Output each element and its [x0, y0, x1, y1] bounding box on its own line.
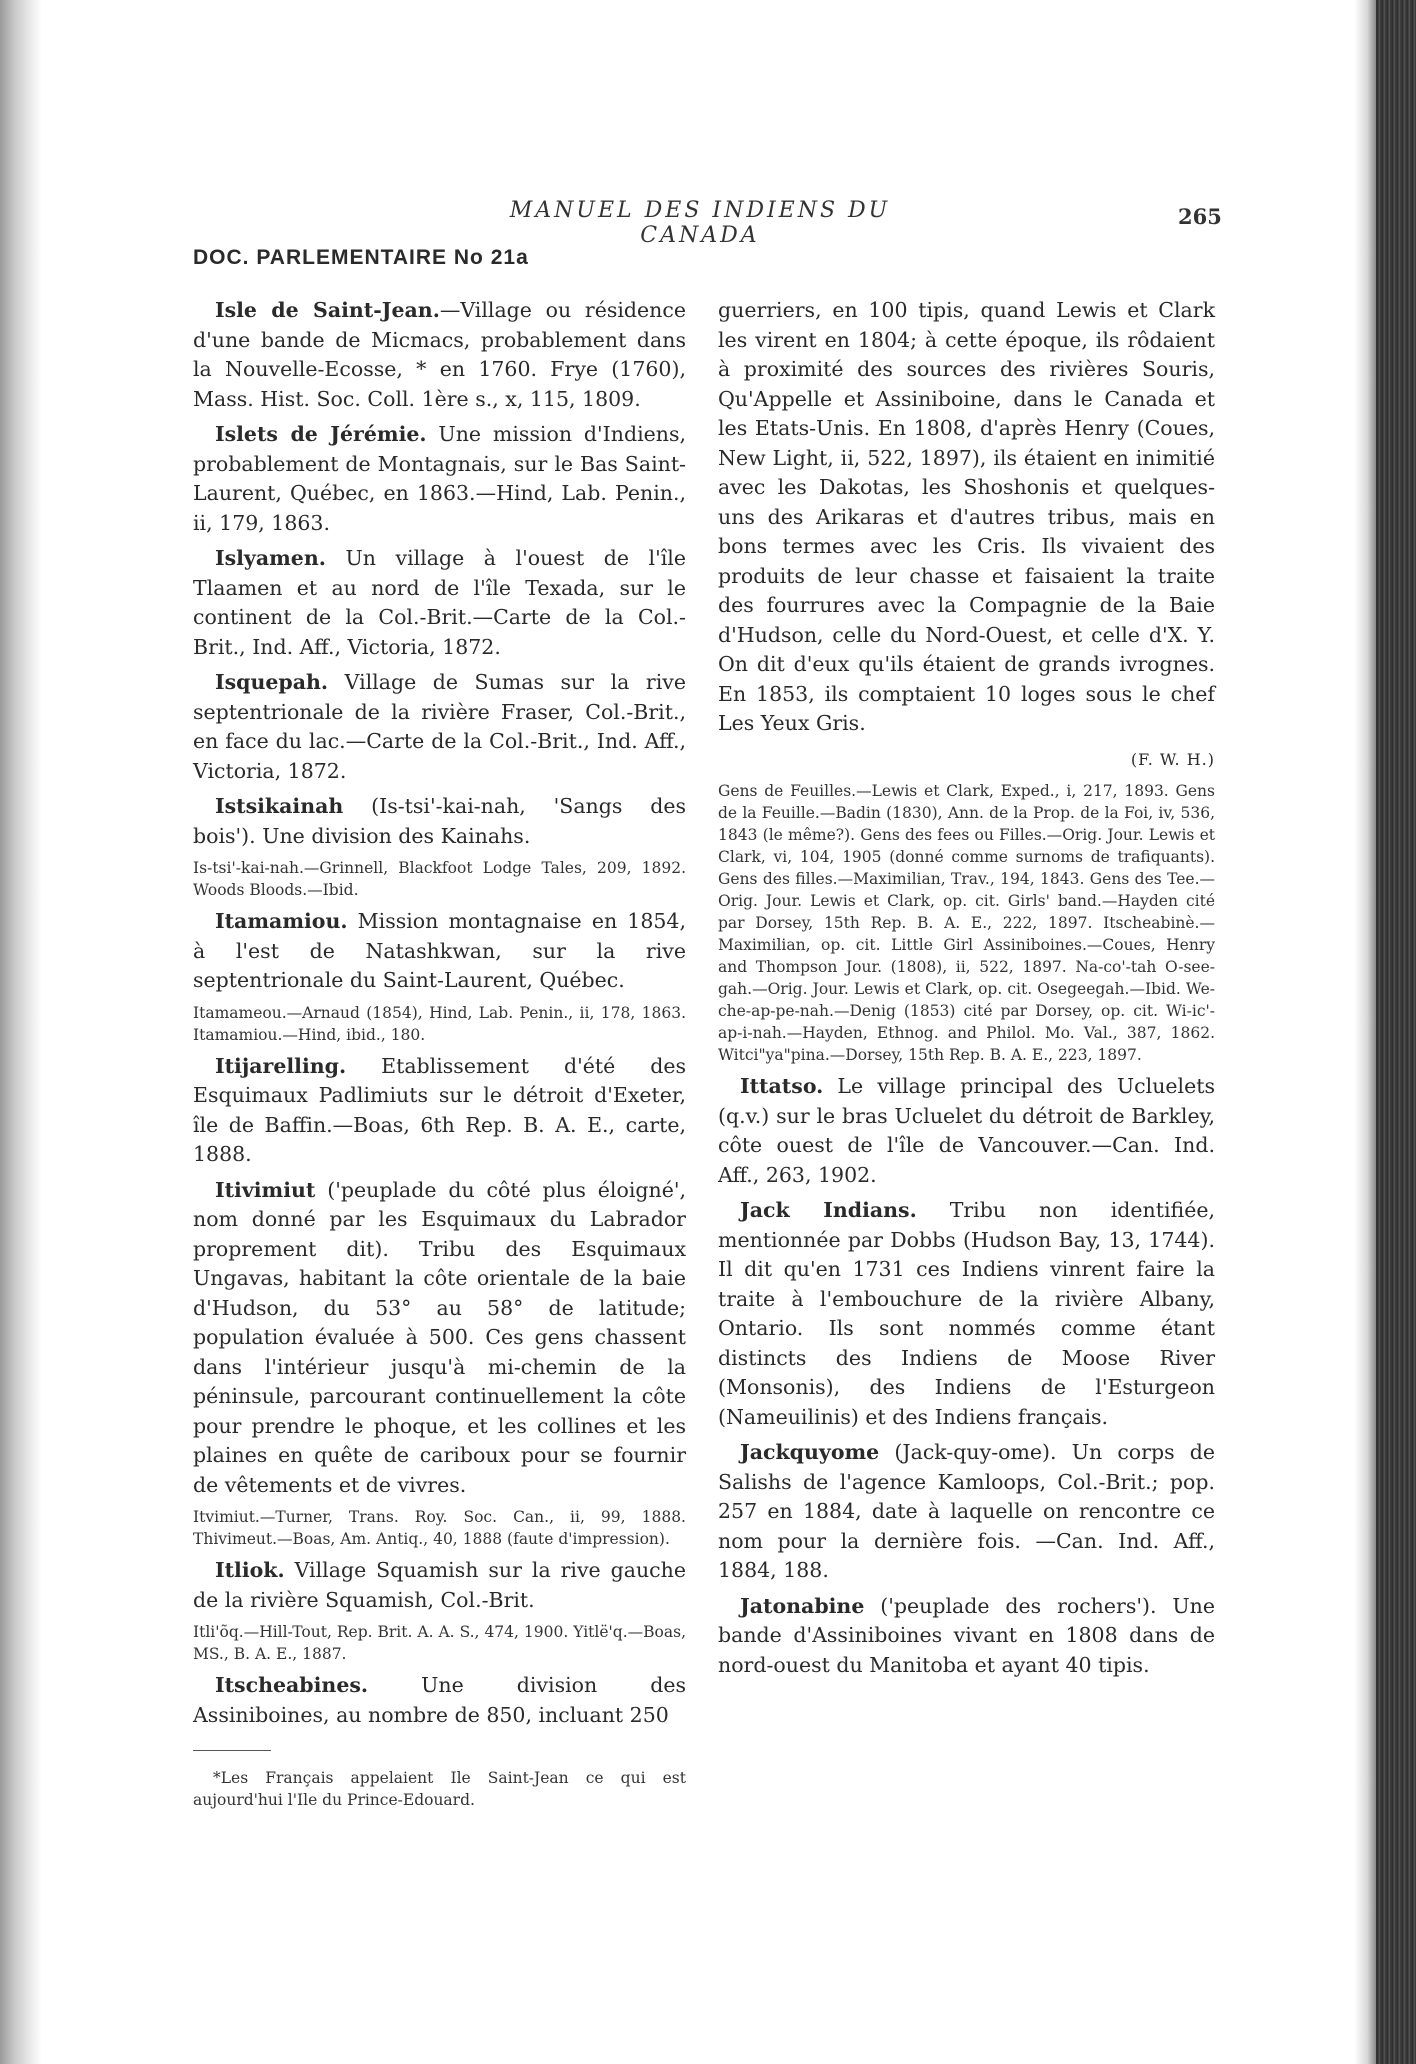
entry-text: Le village principal des Ucluelets (q.v.) sur le bras Ucluelet du détroit de Barkley, côte ouest de l'île de Vancouver.—Can. Ind. Aff., 263, 1902.	[718, 1074, 1215, 1187]
entry-headword: Itijarelling.	[215, 1053, 347, 1078]
entry-headword: Ittatso.	[740, 1074, 824, 1098]
entry-headword: Isquepah.	[215, 670, 329, 694]
entry-text: Village de Sumas sur la rive septentrionale de la rivière Fraser, Col.-Brit., en face du lac.—Carte de la Col.-Brit., Ind. Aff., Victoria, 1872.	[193, 670, 686, 783]
entry-text: Tribu non identifiée, mentionnée par Dobbs (Hudson Bay, 13, 1744). Il dit qu'en 1731 ces Indiens vinrent faire la traite à l'embouchure de la rivière Albany, Ontario. Ils sont nommés comme étant distincts des Indiens de Moose River (Monsonis), des Indiens de l'Esturgeon (Nameuilinis) et des Indiens français.	[718, 1198, 1215, 1429]
entry-synonyms: Itli'õq.—Hill-Tout, Rep. Brit. A. A. S., 474, 1900. Yitlë'q.—Boas, MS., B. A. E., 1887.	[193, 1623, 686, 1663]
entry-itijarelling	[193, 1052, 686, 1170]
entry-headword: Jack Indians.	[740, 1198, 917, 1222]
entry-islets-de-jeremie	[193, 420, 686, 538]
running-header: MANUEL DES INDIENS DU CANADA	[509, 198, 891, 248]
entry-text: Village Squamish sur la rive gauche de la rivière Squamish, Col.-Brit.	[193, 1558, 686, 1612]
entry-synonyms: Itamameou.—Arnaud (1854), Hind, Lab. Penin., ii, 178, 1863. Itamamiou.—Hind, ibid., 180.	[193, 1003, 686, 1044]
entry-headword: Istsikainah	[215, 794, 344, 818]
entry-text: ('peuplade du côté plus éloigné', nom donné par les Esquimaux du Labrador proprement dit). Tribu des Esquimaux Ungavas, habitant la côte orientale de la baie d'Hudson, du 53° au 58° de latitude; population évaluée à 500. Ces gens chassent dans l'intérieur jusqu'à mi-chemin de la péninsule, parcourant continuellement la côte pour prendre le phoque, et les collines et les plaines en quête de cariboux pour se fournir de vêtements et de vivres.	[193, 1177, 686, 1497]
entry-isle-de-saint-jean	[193, 296, 686, 414]
entry-jatonabine	[718, 1592, 1215, 1681]
entry-text: Une mission d'Indiens, probablement de Montagnais, sur le Bas Saint-Laurent, Québec, en 1863.—Hind, Lab. Penin., ii, 179, 1863.	[193, 422, 686, 535]
entry-synonyms: Gens de Feuilles.—Lewis et Clark, Exped., i, 217, 1893. Gens de la Feuille.—Badin (1830), Ann. de la Prop. de la Foi, iv, 536, 1843 (le même?). Gens des fees ou Filles.—Orig. Jour. Lewis et Clark, vi, 104, 1905 (donné comme surnoms de trafiquants). Gens des filles.—Maximilian, Trav., 194, 1843. Gens des Tee.—Orig. Jour. Lewis et Clark, op. cit. Girls' band.—Hayden cité par Dorsey, 15th Rep. B. A. E., 222, 1897. Itscheabinè.—Maximilian, op. cit. Little Girl Assiniboines.—Coues, Henry and Thompson Jour. (1808), ii, 522, 1897. Na-co'-tah O-see-gah.—Orig. Jour. Lewis et Clark, op. cit. Osegeegah.—Ibid. We-che-ap-pe-nah.—Denig (1853) cité par Dorsey, op. cit. Wi-ic'-ap-i-nah.—Hayden, Ethnog. and Philol. Mo. Val., 387, 1862. Witci"ya"pina.—Dorsey, 15th Rep. B. A. E., 223, 1897.	[718, 782, 1215, 1064]
entry-text: (Jack-quy-ome). Un corps de Salishs de l'agence Kamloops, Col.-Brit.; pop. 257 en 1884, date à laquelle on rencontre ce nom pour la dernière fois. —Can. Ind. Aff., 1884, 188.	[718, 1440, 1215, 1582]
entry-text: Mission montagnaise en 1854, à l'est de Natashkwan, sur la rive septentrionale du Saint-Laurent, Québec.	[193, 909, 686, 992]
entry-headword: Itamamiou.	[215, 909, 348, 933]
entry-itivimiut	[193, 1176, 686, 1501]
entry-headword: Itliok.	[215, 1558, 285, 1582]
page-number: 265	[1178, 204, 1222, 229]
page-edge-stack	[1376, 0, 1416, 2064]
entry-headword: Jackquyome	[740, 1440, 880, 1464]
left-column	[193, 296, 686, 1826]
entry-continuation: guerriers, en 100 tipis, quand Lewis et Clark les virent en 1804; à cette époque, ils rôdaient à proximité des sources des rivières Souris, Qu'Appelle et Assiniboine, dans le Canada et les Etats-Unis. En 1808, d'après Henry (Coues, New Light, ii, 522, 1897), ils étaient en inimitié avec les Dakotas, les Shoshonis et quelques-uns des Arikaras et d'autres tribus, mais en bons termes avec les Cris. Ils vivaient des produits de leur chasse et faisaient la traite des fourrures avec la Compagnie de la Baie d'Hudson, celle du Nord-Ouest, et celle d'X. Y. On dit d'eux qu'ils étaient de grands ivrognes. En 1853, ils comptaient 10 loges sous le chef Les Yeux Gris.	[718, 298, 1215, 735]
entry-isquepah	[193, 668, 686, 786]
entry-headword: Islets de Jérémie.	[215, 422, 427, 446]
entry-itscheabines	[193, 1671, 686, 1730]
entry-headword: Itscheabines.	[215, 1673, 369, 1697]
entry-istsikainah	[193, 792, 686, 851]
entry-text: Un village à l'ouest de l'île Tlaamen et au nord de l'île Texada, sur le continent de la Col.-Brit.—Carte de la Col.-Brit., Ind. Aff., Victoria, 1872.	[193, 546, 686, 659]
entry-headword: Islyamen.	[215, 546, 326, 570]
entry-islyamen	[193, 544, 686, 662]
entry-jackquyome	[718, 1438, 1215, 1586]
entry-text: Etablissement d'été des Esquimaux Padlimiuts sur le détroit d'Exeter, île de Baffin.—Boas, 6th Rep. B. A. E., carte, 1888.	[193, 1053, 686, 1166]
book-gutter-shadow	[0, 0, 42, 2064]
entry-headword: Itivimiut	[215, 1177, 316, 1202]
entry-jack-indians	[718, 1196, 1215, 1432]
footnote: *Les Français appelaient Ile Saint-Jean ce qui est aujourd'hui l'Ile du Prince-Edouard.	[193, 1768, 686, 1809]
page-edge-shade	[1354, 0, 1376, 2064]
entry-headword: Isle de Saint-Jean.	[215, 298, 440, 322]
entry-headword: Jatonabine	[740, 1593, 865, 1618]
entry-itamamiou	[193, 907, 686, 996]
document-label: DOC. PARLEMENTAIRE No 21a	[193, 246, 529, 269]
entry-text: —Village ou résidence d'une bande de Micmacs, probablement dans la Nouvelle-Ecosse, * en 1760. Frye (1760), Mass. Hist. Soc. Coll. 1ère s., x, 115, 1809.	[193, 298, 686, 411]
entry-attribution: (F. W. H.)	[1130, 749, 1215, 769]
right-column	[718, 296, 1215, 1686]
entry-ittatso	[718, 1072, 1215, 1190]
entry-text: ('peuplade des rochers'). Une bande d'Assiniboines vivant en 1808 dans de nord-ouest du Manitoba et ayant 40 tipis.	[718, 1593, 1215, 1677]
entry-itliok	[193, 1556, 686, 1615]
footnote-rule	[193, 1750, 271, 1751]
entry-text: Une division des Assiniboines, au nombre de 850, incluant 250	[193, 1673, 686, 1727]
entry-text: (Is-tsi'-kai-nah, 'Sangs des bois'). Une division des Kainahs.	[193, 794, 686, 848]
entry-synonyms: Is-tsi'-kai-nah.—Grinnell, Blackfoot Lodge Tales, 209, 1892. Woods Bloods.—Ibid.	[193, 859, 686, 899]
entry-synonyms: Itvimiut.—Turner, Trans. Roy. Soc. Can., ii, 99, 1888. Thivimeut.—Boas, Am. Antiq., 40, 1888 (faute d'impression).	[193, 1508, 686, 1548]
